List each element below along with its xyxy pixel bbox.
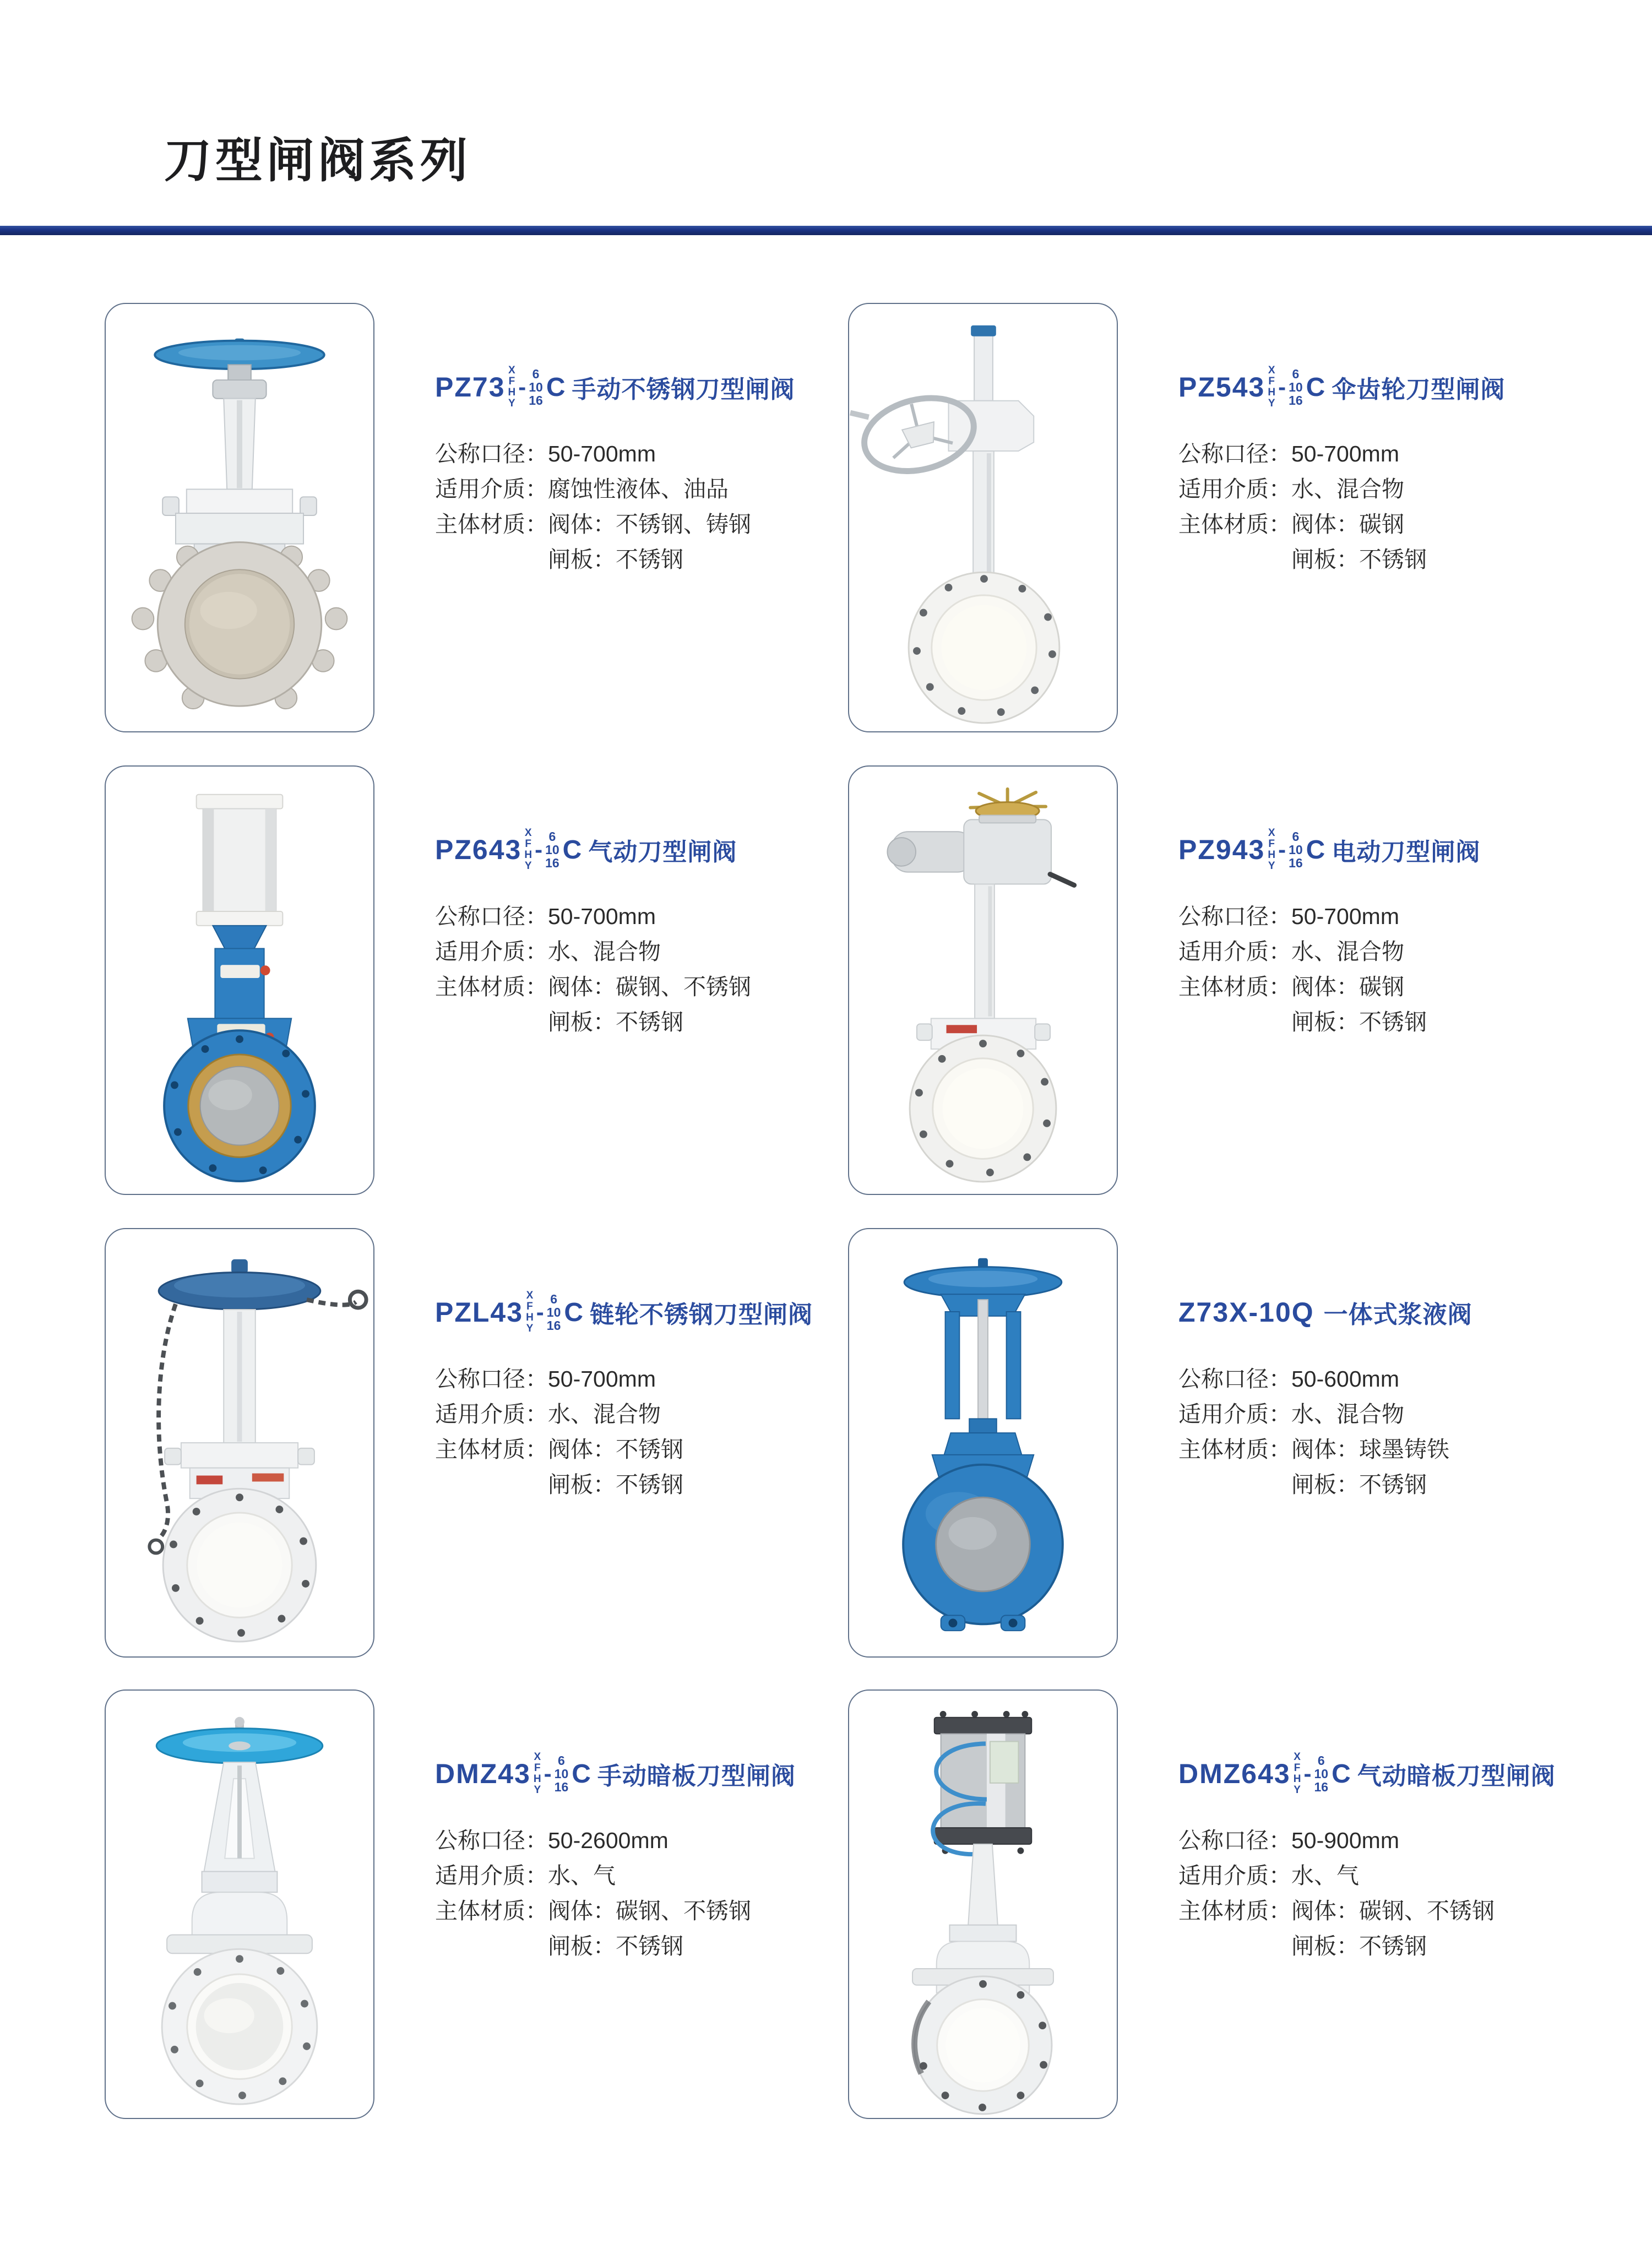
model-dash: - bbox=[535, 836, 543, 862]
spec-label: 适用介质： bbox=[435, 1863, 548, 1888]
variant-letter: F bbox=[526, 1301, 533, 1313]
spec-value: 碳钢、不锈钢 bbox=[616, 974, 751, 999]
product-name: 伞齿轮刀型闸阀 bbox=[1332, 376, 1506, 403]
product-name: 气动暗板刀型闸阀 bbox=[1357, 1763, 1556, 1790]
variant-letter: F bbox=[534, 1762, 541, 1774]
model-pressure-ratings bbox=[555, 1754, 569, 1794]
spec-material-body bbox=[1178, 507, 1597, 542]
model-code: PZ643 bbox=[435, 834, 522, 865]
model-pressure-ratings bbox=[1314, 1754, 1328, 1794]
rating-value: 6 bbox=[532, 366, 540, 381]
variant-letter: H bbox=[533, 1773, 541, 1785]
model-dash: - bbox=[544, 1761, 552, 1786]
spec-label: 主体材质： bbox=[1178, 1437, 1291, 1462]
product-image-card bbox=[105, 765, 374, 1195]
rating-value: 10 bbox=[545, 842, 559, 857]
spec-value: 50-700mm bbox=[548, 1366, 656, 1392]
spec-sublabel: 闸板： bbox=[548, 1472, 616, 1497]
model-pressure-ratings bbox=[1289, 830, 1303, 870]
spec-material-body bbox=[1178, 1893, 1597, 1928]
rating-value: 10 bbox=[554, 1766, 569, 1781]
spec-value: 不锈钢 bbox=[1359, 1009, 1427, 1035]
model-pressure-ratings bbox=[529, 367, 543, 407]
product-title bbox=[435, 346, 854, 428]
variant-letter: H bbox=[1268, 387, 1276, 398]
spec-material-body bbox=[1178, 969, 1597, 1004]
spec-value: 碳钢 bbox=[1359, 512, 1404, 537]
spec-dn bbox=[435, 1361, 854, 1397]
product-image-card bbox=[848, 1228, 1118, 1658]
variant-letter: H bbox=[524, 849, 532, 861]
spec-media bbox=[1178, 934, 1597, 969]
product-info bbox=[435, 1732, 854, 1964]
rating-value: 6 bbox=[1292, 366, 1300, 381]
variant-letter: X bbox=[1268, 365, 1275, 377]
spec-value: 碳钢、不锈钢 bbox=[1359, 1898, 1495, 1924]
product-pz643 bbox=[105, 765, 815, 1206]
product-title bbox=[1178, 1271, 1597, 1354]
variant-letter: H bbox=[508, 387, 516, 398]
product-name: 电动刀型闸阀 bbox=[1332, 839, 1481, 866]
chain-wheel-knife-gate-valve-photo bbox=[106, 1229, 373, 1656]
spec-sublabel: 闸板： bbox=[1291, 1472, 1359, 1497]
variant-letter: H bbox=[526, 1312, 534, 1323]
variant-letter: Y bbox=[534, 1784, 541, 1796]
spec-dn bbox=[435, 1823, 854, 1858]
spec-material-body bbox=[435, 507, 854, 542]
header-divider-bar bbox=[0, 226, 1652, 235]
spec-value: 不锈钢 bbox=[616, 547, 683, 572]
model-variant-letters bbox=[1294, 1752, 1301, 1796]
spec-value: 碳钢、不锈钢 bbox=[616, 1898, 751, 1924]
integrated-slurry-valve-photo bbox=[849, 1229, 1117, 1656]
product-info bbox=[1178, 346, 1597, 577]
rating-value: 10 bbox=[546, 1305, 561, 1319]
spec-label: 公称口径： bbox=[1178, 904, 1291, 929]
variant-letter: F bbox=[1268, 376, 1275, 388]
product-specs bbox=[1178, 436, 1597, 577]
spec-sublabel: 阀体： bbox=[1291, 512, 1359, 537]
model-suffix: C bbox=[1306, 835, 1325, 865]
spec-dn bbox=[1178, 1361, 1597, 1397]
variant-letter: X bbox=[526, 1290, 534, 1302]
spec-media bbox=[435, 1858, 854, 1893]
product-info bbox=[435, 346, 854, 577]
spec-value: 碳钢 bbox=[1359, 974, 1404, 999]
model-pressure-ratings bbox=[545, 830, 559, 870]
spec-sublabel: 闸板： bbox=[548, 547, 616, 572]
variant-letter: X bbox=[1268, 827, 1275, 839]
variant-letter: Y bbox=[1294, 1784, 1301, 1796]
spec-sublabel: 阀体： bbox=[1291, 1898, 1359, 1924]
spec-label: 适用介质： bbox=[435, 939, 548, 964]
rating-value: 16 bbox=[546, 1318, 561, 1333]
product-image-card bbox=[848, 1689, 1118, 2119]
rating-value: 6 bbox=[558, 1753, 565, 1768]
spec-value: 50-900mm bbox=[1291, 1828, 1399, 1853]
variant-letter: X bbox=[524, 827, 532, 839]
model-suffix: C bbox=[1332, 1759, 1351, 1789]
rating-value: 16 bbox=[545, 856, 559, 871]
manual-stainless-knife-gate-valve-photo bbox=[106, 304, 373, 731]
pneumatic-knife-gate-valve-photo bbox=[106, 767, 373, 1194]
spec-sublabel: 闸板： bbox=[1291, 1009, 1359, 1035]
variant-letter: Y bbox=[526, 1322, 534, 1334]
spec-label: 适用介质： bbox=[1178, 1401, 1291, 1427]
spec-media bbox=[1178, 1858, 1597, 1893]
product-image-card bbox=[105, 1228, 374, 1658]
model-suffix: C bbox=[572, 1759, 591, 1789]
model-dash: - bbox=[518, 374, 526, 400]
rating-value: 6 bbox=[1317, 1753, 1325, 1768]
product-dmz643 bbox=[848, 1689, 1558, 2130]
spec-label: 公称口径： bbox=[435, 1828, 548, 1853]
model-code: Z73X-10Q bbox=[1178, 1297, 1314, 1328]
spec-value: 不锈钢 bbox=[1359, 1472, 1427, 1497]
spec-media bbox=[435, 1397, 854, 1432]
spec-value: 不锈钢 bbox=[1359, 1933, 1427, 1959]
model-code: DMZ643 bbox=[1178, 1758, 1291, 1789]
spec-value: 水、混合物 bbox=[1291, 476, 1404, 502]
spec-label: 公称口径： bbox=[435, 904, 548, 929]
spec-value: 50-2600mm bbox=[548, 1828, 669, 1853]
model-dash: - bbox=[1278, 374, 1286, 400]
pneumatic-concealed-plate-knife-gate-valve-photo bbox=[849, 1691, 1117, 2118]
spec-label: 主体材质： bbox=[1178, 512, 1291, 537]
product-name: 手动不锈钢刀型闸阀 bbox=[572, 376, 795, 403]
product-info bbox=[435, 1271, 854, 1502]
spec-material-body bbox=[1178, 1432, 1597, 1467]
spec-value: 不锈钢 bbox=[616, 1437, 683, 1462]
spec-value: 球墨铸铁 bbox=[1359, 1437, 1449, 1462]
spec-value: 水、混合物 bbox=[548, 939, 661, 964]
spec-sublabel: 闸板： bbox=[548, 1009, 616, 1035]
spec-sublabel: 阀体： bbox=[1291, 974, 1359, 999]
variant-letter: Y bbox=[1268, 860, 1275, 872]
model-dash: - bbox=[536, 1299, 544, 1325]
model-code: PZ73 bbox=[435, 372, 506, 403]
bevel-gear-knife-gate-valve-photo bbox=[849, 304, 1117, 731]
product-specs bbox=[435, 436, 854, 577]
spec-label: 适用介质： bbox=[435, 476, 548, 502]
product-image-card bbox=[105, 303, 374, 732]
product-name: 一体式浆液阀 bbox=[1323, 1301, 1472, 1328]
spec-label: 公称口径： bbox=[1178, 441, 1291, 466]
spec-value: 腐蚀性液体、油品 bbox=[548, 476, 729, 502]
variant-letter: X bbox=[534, 1751, 541, 1763]
spec-sublabel: 闸板： bbox=[1291, 547, 1359, 572]
model-suffix: C bbox=[1306, 372, 1325, 402]
model-code: PZ543 bbox=[1178, 372, 1265, 403]
spec-media bbox=[435, 471, 854, 507]
spec-value: 不锈钢、铸钢 bbox=[616, 512, 751, 537]
spec-dn bbox=[1178, 899, 1597, 934]
spec-media bbox=[1178, 1397, 1597, 1432]
product-title bbox=[1178, 1732, 1597, 1815]
spec-label: 主体材质： bbox=[435, 512, 548, 537]
rating-value: 6 bbox=[1292, 829, 1300, 844]
spec-sublabel: 阀体： bbox=[1291, 1437, 1359, 1462]
spec-material-gate bbox=[435, 1004, 854, 1040]
spec-label: 主体材质： bbox=[1178, 974, 1291, 999]
variant-letter: Y bbox=[524, 860, 532, 872]
product-dmz43 bbox=[105, 1689, 815, 2130]
spec-dn bbox=[1178, 1823, 1597, 1858]
spec-label: 主体材质： bbox=[435, 974, 548, 999]
product-pz73 bbox=[105, 303, 815, 743]
rating-value: 16 bbox=[1314, 1780, 1329, 1795]
spec-sublabel: 阀体： bbox=[548, 974, 616, 999]
model-dash: - bbox=[1303, 1761, 1312, 1786]
model-suffix: C bbox=[564, 1297, 584, 1327]
variant-letter: X bbox=[1294, 1751, 1301, 1763]
model-suffix: C bbox=[546, 372, 566, 402]
rating-value: 10 bbox=[1289, 379, 1303, 394]
product-name: 气动刀型闸阀 bbox=[588, 839, 737, 866]
model-code: DMZ43 bbox=[435, 1758, 531, 1789]
model-variant-letters bbox=[1268, 365, 1275, 409]
spec-value: 50-700mm bbox=[1291, 904, 1399, 929]
product-title bbox=[435, 1732, 854, 1815]
spec-sublabel: 阀体： bbox=[548, 1437, 616, 1462]
manual-concealed-plate-knife-gate-valve-photo bbox=[106, 1691, 373, 2118]
variant-letter: X bbox=[508, 365, 515, 377]
spec-sublabel: 阀体： bbox=[548, 1898, 616, 1924]
product-title bbox=[1178, 346, 1597, 428]
spec-value: 50-600mm bbox=[1291, 1366, 1399, 1392]
spec-value: 水、气 bbox=[1291, 1863, 1359, 1888]
spec-label: 适用介质： bbox=[1178, 1863, 1291, 1888]
model-variant-letters bbox=[1268, 828, 1275, 872]
rating-value: 16 bbox=[1289, 393, 1303, 408]
model-suffix: C bbox=[562, 835, 582, 865]
product-specs bbox=[1178, 1361, 1597, 1502]
spec-value: 不锈钢 bbox=[1359, 547, 1427, 572]
rating-value: 16 bbox=[1289, 856, 1303, 871]
product-title bbox=[1178, 808, 1597, 891]
spec-label: 公称口径： bbox=[435, 1366, 548, 1392]
product-title bbox=[435, 808, 854, 891]
product-specs bbox=[435, 899, 854, 1040]
product-specs bbox=[1178, 1823, 1597, 1964]
spec-value: 不锈钢 bbox=[616, 1933, 683, 1959]
product-specs bbox=[435, 1823, 854, 1964]
variant-letter: F bbox=[1294, 1762, 1301, 1774]
spec-label: 公称口径： bbox=[1178, 1366, 1291, 1392]
variant-letter: Y bbox=[1268, 397, 1275, 409]
rating-value: 16 bbox=[554, 1780, 569, 1795]
model-variant-letters bbox=[526, 1290, 534, 1334]
spec-value: 水、气 bbox=[548, 1863, 616, 1888]
product-image-card bbox=[848, 765, 1118, 1195]
product-name: 链轮不锈钢刀型闸阀 bbox=[590, 1301, 813, 1328]
spec-material-body bbox=[435, 1893, 854, 1928]
rating-value: 6 bbox=[550, 1291, 557, 1306]
rating-value: 10 bbox=[529, 379, 543, 394]
model-pressure-ratings bbox=[1289, 367, 1303, 407]
spec-label: 主体材质： bbox=[435, 1898, 548, 1924]
variant-letter: H bbox=[1293, 1773, 1301, 1785]
electric-knife-gate-valve-photo bbox=[849, 767, 1117, 1194]
spec-media bbox=[1178, 471, 1597, 507]
spec-value: 水、混合物 bbox=[1291, 939, 1404, 964]
rating-value: 6 bbox=[548, 829, 556, 844]
product-specs bbox=[1178, 899, 1597, 1040]
product-title bbox=[435, 1271, 854, 1354]
variant-letter: F bbox=[525, 838, 531, 850]
product-name: 手动暗板刀型闸阀 bbox=[597, 1763, 796, 1790]
spec-dn bbox=[435, 436, 854, 471]
spec-material-gate bbox=[1178, 1928, 1597, 1964]
model-dash: - bbox=[1278, 836, 1286, 862]
spec-label: 公称口径： bbox=[1178, 1828, 1291, 1853]
product-info bbox=[1178, 808, 1597, 1040]
model-pressure-ratings bbox=[547, 1292, 561, 1332]
model-code: PZL43 bbox=[435, 1297, 524, 1328]
product-pzl43 bbox=[105, 1228, 815, 1669]
spec-material-gate bbox=[435, 1928, 854, 1964]
product-info bbox=[1178, 1271, 1597, 1502]
spec-material-gate bbox=[1178, 1004, 1597, 1040]
spec-material-gate bbox=[435, 542, 854, 577]
product-pz943 bbox=[848, 765, 1558, 1206]
page-title: 刀型闸阀系列 bbox=[164, 134, 471, 187]
spec-material-gate bbox=[435, 1467, 854, 1502]
spec-material-gate bbox=[1178, 1467, 1597, 1502]
variant-letter: F bbox=[508, 376, 515, 388]
model-code: PZ943 bbox=[1178, 834, 1265, 865]
product-info bbox=[435, 808, 854, 1040]
spec-material-body bbox=[435, 1432, 854, 1467]
spec-value: 水、混合物 bbox=[1291, 1401, 1404, 1427]
spec-value: 水、混合物 bbox=[548, 1401, 661, 1427]
product-z73x-10q bbox=[848, 1228, 1558, 1669]
variant-letter: H bbox=[1268, 849, 1276, 861]
rating-value: 16 bbox=[529, 393, 543, 408]
spec-material-gate bbox=[1178, 542, 1597, 577]
product-pz543 bbox=[848, 303, 1558, 743]
spec-dn bbox=[1178, 436, 1597, 471]
spec-label: 主体材质： bbox=[435, 1437, 548, 1462]
spec-label: 公称口径： bbox=[435, 441, 548, 466]
rating-value: 10 bbox=[1314, 1766, 1329, 1781]
spec-label: 适用介质： bbox=[1178, 939, 1291, 964]
spec-sublabel: 闸板： bbox=[1291, 1933, 1359, 1959]
spec-value: 不锈钢 bbox=[616, 1472, 683, 1497]
product-specs bbox=[435, 1361, 854, 1502]
spec-media bbox=[435, 934, 854, 969]
model-variant-letters bbox=[534, 1752, 541, 1796]
spec-value: 50-700mm bbox=[548, 904, 656, 929]
spec-dn bbox=[435, 899, 854, 934]
spec-label: 适用介质： bbox=[435, 1401, 548, 1427]
spec-value: 50-700mm bbox=[548, 441, 656, 466]
spec-sublabel: 闸板： bbox=[548, 1933, 616, 1959]
spec-material-body bbox=[435, 969, 854, 1004]
spec-value: 不锈钢 bbox=[616, 1009, 683, 1035]
spec-sublabel: 阀体： bbox=[548, 512, 616, 537]
rating-value: 10 bbox=[1289, 842, 1303, 857]
product-image-card bbox=[848, 303, 1118, 732]
variant-letter: F bbox=[1268, 838, 1275, 850]
model-variant-letters bbox=[508, 365, 516, 409]
product-image-card bbox=[105, 1689, 374, 2119]
spec-label: 适用介质： bbox=[1178, 476, 1291, 502]
spec-value: 50-700mm bbox=[1291, 441, 1399, 466]
spec-label: 主体材质： bbox=[1178, 1898, 1291, 1924]
model-variant-letters bbox=[524, 828, 532, 872]
product-info bbox=[1178, 1732, 1597, 1964]
variant-letter: Y bbox=[508, 397, 515, 409]
